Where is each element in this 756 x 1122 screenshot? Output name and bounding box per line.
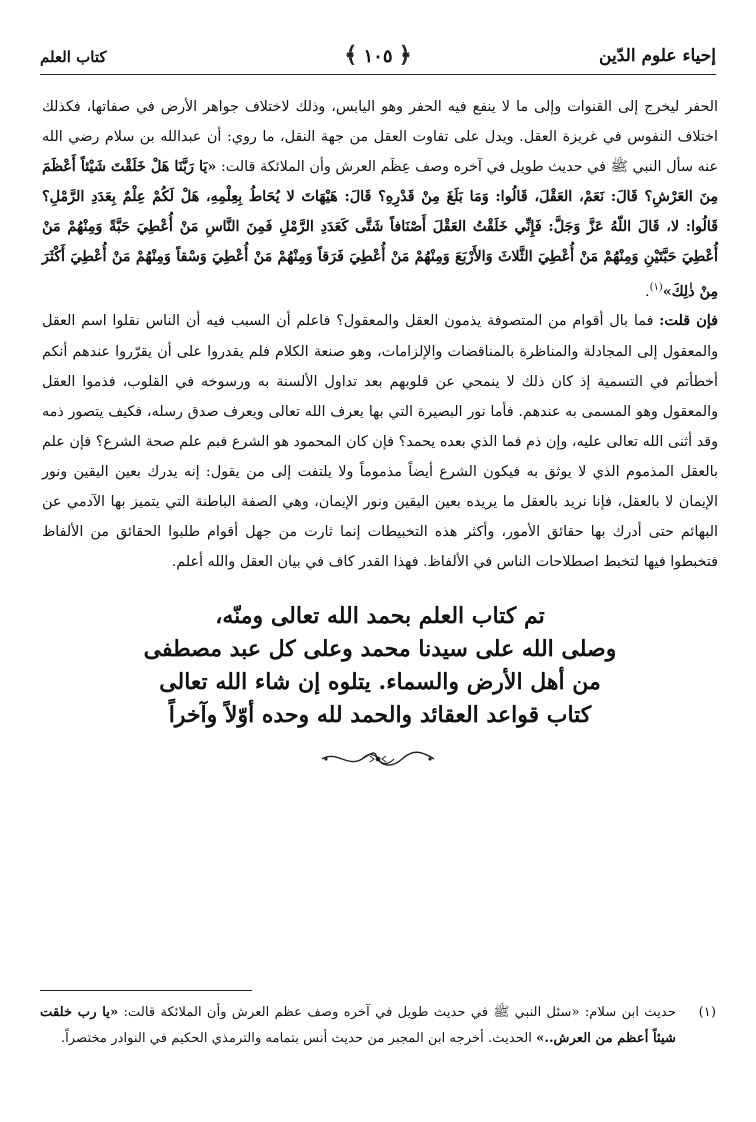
closing-line-4: كتاب قواعد العقائد والحمد لله وحده أوّلاً وآخراً — [168, 702, 592, 728]
closing-line-3: من أهل الأرض والسماء. يتلوه إن شاء الله تعالى — [159, 669, 601, 695]
main-text — [42, 92, 718, 577]
ornament-bracket-icon: ﴾ — [344, 42, 358, 68]
page-number: ١٠٥ — [363, 46, 393, 67]
closing-line-1: تم كتاب العلم بحمد الله تعالى ومنّه، — [215, 603, 545, 629]
floral-ornament-icon — [318, 744, 438, 774]
paragraph-1-end: . — [645, 283, 650, 300]
paragraph-2 — [42, 306, 718, 577]
closing-block — [42, 600, 718, 732]
hadith-quote: «يَا رَبَّنَا هَلْ خَلَقْتَ شَيْئاً أَعْظَمَ مِنَ العَرْشِ؟ قَالَ: نَعَمْ، العَقْلَ، قَالُوا: وَمَا بَلَغَ مِنْ قَدْرِهِ؟ قَالَ: هَيْهَاتَ لا يُحَاطُ بِعِلْمِهِ، هَلْ لَكُمْ عِلْمٌ بِعَدَدِ الرَّمْلِ؟ قَالُوا: لا، قَالَ اللّهُ عَزَّ وَجَلَّ: فَإِنِّي خَلَقْتُ العَقْلَ أَصْنَافاً شَتَّى كَعَدَدِ الرَّمْلِ فَمِنَ النَّاسِ مَنْ أُعْطِيَ حَبَّةً وَمِنْهُمْ مَنْ أُعْطِيَ حَبَّتَيْنِ وَمِنْهُمْ مَنْ أُعْطِيَ الثَّلاثَ وَالأَرْبَعَ وَمِنْهُمْ مَنْ أُعْطِيَ فَرَقاً وَمِنْهُمْ مَنْ أُعْطِيَ وَسْقاً وَمِنْهُمْ مَنْ أُعْطِيَ أَكْثَرَ مِنْ ذٰلِكَ» — [42, 159, 718, 300]
closing-line-2: وصلى الله على سيدنا محمد وعلى كل عبد مصطفى — [143, 636, 617, 662]
header-divider — [40, 74, 716, 75]
ornament-bracket-icon: ﴿ — [398, 42, 412, 68]
footnote-text-b: الحديث. أخرجه ابن المجبر من حديث أنس بتمامه والترمذي الحكيم في النوادر مختصراً. — [60, 1031, 537, 1046]
paragraph-1 — [42, 92, 718, 306]
paragraph-2-lead: فإن قلت: — [659, 313, 718, 330]
chapter-title: كتاب العلم — [40, 48, 107, 66]
footnote-quote: «يا رب خلقت شيئاً أعظم من العرش..» — [40, 1005, 676, 1046]
book-title: إحياء علوم الدّين — [599, 46, 716, 66]
footnote-ref[interactable]: (١) — [649, 281, 663, 293]
page-header — [40, 40, 716, 80]
footnote-text-a: حديث ابن سلام: «سئل النبي ﷺ في حديث طويل في آخره وصف عظم العرش وأن الملائكة قالت: — [118, 1005, 676, 1020]
paragraph-1-text: الحفر ليخرج إلى القنوات وإلى ما لا ينفع فيه الحفر وهو اليابس، وذلك لاختلاف جواهر الأرض في صفاتها، فكذلك اختلاف النفوس في غريزة العقل. ويدل على تفاوت العقل من جهة النقل، ما روي: أن عبدالله بن سلام رضي الله عنه سأل النبي ﷺ في حديث طويل في آخره وصف عِظَم العرش وأن الملائكة قالت: — [42, 99, 718, 176]
page-number-block — [344, 42, 411, 68]
paragraph-2-text: فما بال أقوام من المتصوفة يذمون العقل والمعقول؟ فاعلم أن السبب فيه أن الناس نقلوا اسم العقل والمعقول إلى المجادلة والمناظرة بالمناقضات والإلزامات، وهو صنعة الكلام فلم يقدروا على أن يقرّروا عندهم أنكم أخطأتم في التسمية إذ كان ذلك لا ينمحي عن قلوبهم بعد تداول الألسنة به ورسوخه في القلوب، فذموا العقل والمعقول وهو المسمى به عندهم. فأما نور البصيرة التي بها يعرف الله تعالى ويعرف صدق رسله، فكيف يتصور ذمه وقد أثنى الله تعالى عليه، وإن ذم فما الذي بعده يحمد؟ فإن كان المحمود هو الشرع فبم علم صحة الشرع؟ فإن علم بالعقل المذموم الذي لا يوثق به فيكون الشرع أيضاً مذموماً ولا يلتفت إلى من يقول: إنه يدرك بعين اليقين ونور الإيمان لا بالعقل، فإنا نريد بالعقل ما يريده بعين اليقين ونور الإيمان، وهي الصفة الباطنة التي يتميز بها الآدمي عن البهائم حتى أدرك بها حقائق الأمور، وأكثر هذه التخبيطات إنما ثارت من جهل أقوام طلبوا الحقائق من الألفاظ فتخبطوا فيها لتخبط اصطلاحات الناس في الألفاظ. فهذا القدر كاف في بيان العقل والله أعلم. — [42, 313, 718, 571]
footnote-number: (١) — [698, 1005, 716, 1020]
footnote-divider — [40, 990, 252, 991]
footnote-text — [40, 1000, 676, 1052]
footnote — [40, 1000, 716, 1052]
